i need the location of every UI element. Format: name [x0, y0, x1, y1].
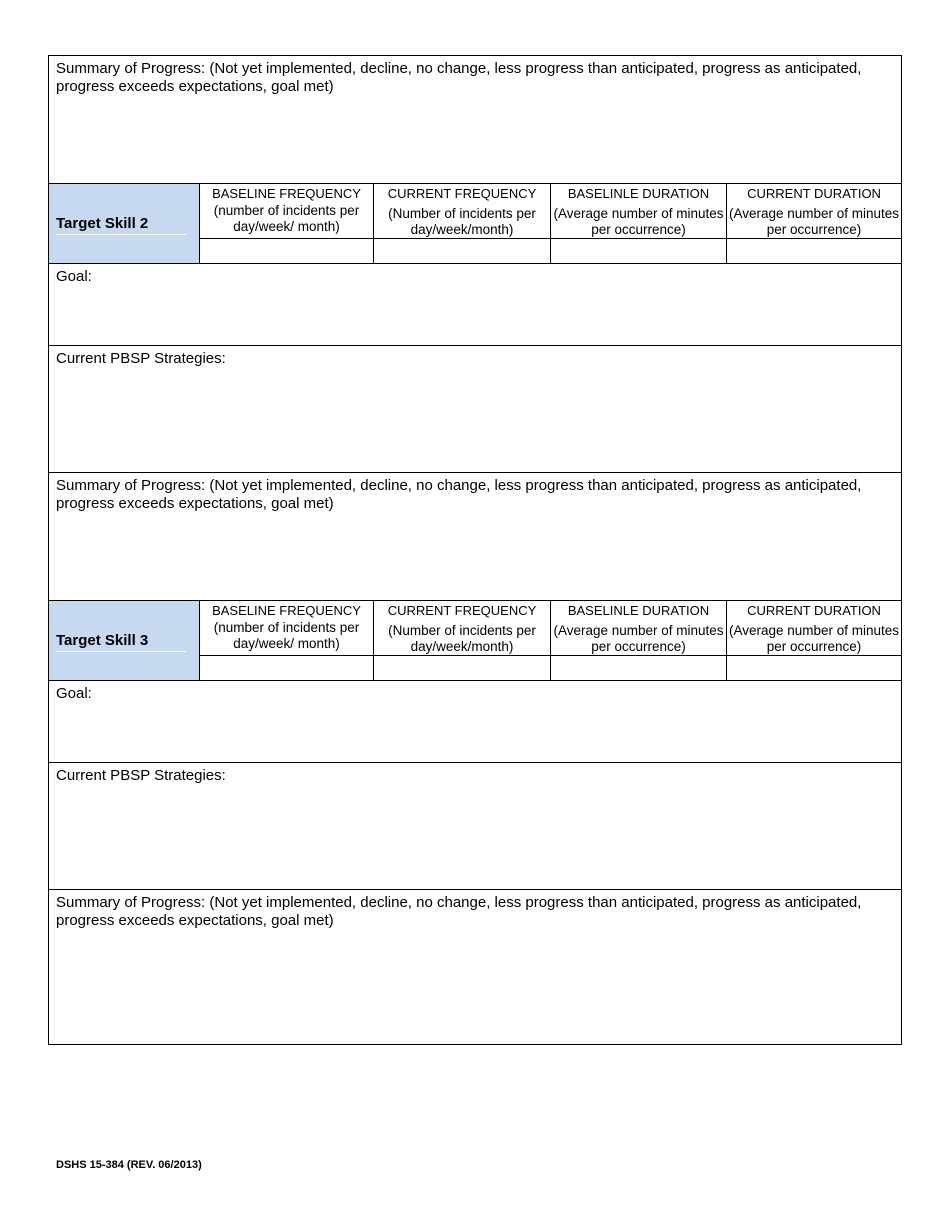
- current-duration-input[interactable]: [727, 656, 902, 681]
- summary-label: Summary of Progress: (Not yet implemented, decline, no change, less progress than anticipated, progress as anticipated, progress exceeds expectations, goal met): [56, 60, 862, 95]
- current-frequency-header: CURRENT FREQUENCY (Number of incidents per day/week/month): [374, 184, 551, 239]
- pbsp-strategies-field[interactable]: [49, 763, 902, 890]
- current-duration-input[interactable]: [727, 239, 902, 264]
- current-frequency-header: CURRENT FREQUENCY (Number of incidents per day/week/month): [374, 601, 551, 656]
- target-skill-3-label: Target Skill 3: [49, 601, 200, 681]
- goal-field[interactable]: [49, 264, 902, 346]
- current-frequency-input[interactable]: [374, 656, 551, 681]
- baseline-duration-header: BASELINLE DURATION (Average number of minutes per occurrence): [551, 184, 727, 239]
- current-frequency-input[interactable]: [374, 239, 551, 264]
- baseline-frequency-header: BASELINE FREQUENCY (number of incidents per day/week/ month): [200, 601, 374, 656]
- form-number-footer: DSHS 15-384 (REV. 06/2013): [56, 1159, 202, 1171]
- baseline-frequency-input[interactable]: [200, 239, 374, 264]
- summary-label: Summary of Progress: (Not yet implemented, decline, no change, less progress than anticipated, progress as anticipated, progress exceeds expectations, goal met): [56, 894, 862, 929]
- target-skill-2-label: Target Skill 2: [49, 184, 200, 264]
- summary-of-progress-field[interactable]: [49, 890, 902, 1045]
- baseline-frequency-input[interactable]: [200, 656, 374, 681]
- strategies-label: Current PBSP Strategies:: [56, 350, 226, 367]
- baseline-duration-input[interactable]: [551, 656, 727, 681]
- summary-of-progress-field[interactable]: [49, 56, 902, 184]
- baseline-duration-input[interactable]: [551, 239, 727, 264]
- pbsp-strategies-field[interactable]: [49, 346, 902, 473]
- summary-label: Summary of Progress: (Not yet implemented, decline, no change, less progress than anticipated, progress as anticipated, progress exceeds expectations, goal met): [56, 477, 862, 512]
- current-duration-header: CURRENT DURATION (Average number of minutes per occurrence): [727, 184, 902, 239]
- strategies-label: Current PBSP Strategies:: [56, 767, 226, 784]
- baseline-frequency-header: BASELINE FREQUENCY (number of incidents per day/week/ month): [200, 184, 374, 239]
- target-skills-form: [48, 55, 902, 1045]
- goal-label: Goal:: [56, 268, 92, 285]
- current-duration-header: CURRENT DURATION (Average number of minutes per occurrence): [727, 601, 902, 656]
- summary-of-progress-field[interactable]: [49, 473, 902, 601]
- goal-field[interactable]: [49, 681, 902, 763]
- baseline-duration-header: BASELINLE DURATION (Average number of minutes per occurrence): [551, 601, 727, 656]
- goal-label: Goal:: [56, 685, 92, 702]
